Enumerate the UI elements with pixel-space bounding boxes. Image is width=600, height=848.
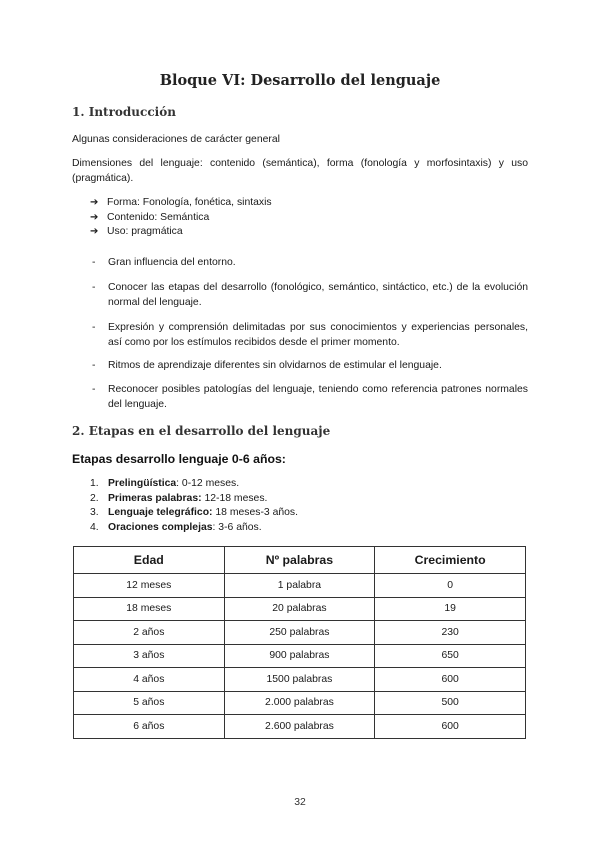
arrow-list-item <box>90 225 183 240</box>
dash-bullet-icon: - <box>92 384 96 395</box>
table-row <box>74 621 526 645</box>
header-crecimiento: Crecimiento <box>375 547 526 574</box>
cell-edad: 18 meses <box>74 597 225 621</box>
cell-crecimiento: 0 <box>375 574 526 598</box>
cell-edad: 12 meses <box>74 574 225 598</box>
table-row <box>74 644 526 668</box>
stage-range: : 3-6 años. <box>212 521 262 533</box>
stage-label: Primeras palabras: <box>108 492 202 504</box>
table-row <box>74 715 526 739</box>
arrow-item-text: Uso: pragmática <box>107 226 183 237</box>
cell-palabras: 900 palabras <box>224 644 375 668</box>
cell-edad: 6 años <box>74 715 225 739</box>
list-number: 3. <box>90 507 99 518</box>
vocabulary-growth-table <box>73 546 526 739</box>
stage-range: : 0-12 meses. <box>176 478 240 489</box>
dash-list-item <box>92 320 528 350</box>
cell-edad: 2 años <box>74 621 225 645</box>
arrow-list-item <box>90 211 209 226</box>
section-heading-etapas: 2. Etapas en el desarrollo del lenguaje <box>72 424 331 438</box>
table-row <box>74 691 526 715</box>
list-number: 2. <box>90 492 99 504</box>
table-row <box>74 574 526 598</box>
stage-label: Oraciones complejas <box>108 521 213 533</box>
header-num-palabras: Nº palabras <box>224 547 375 574</box>
dash-bullet-icon: - <box>92 282 96 293</box>
stage-range: 12-18 meses. <box>201 492 268 504</box>
stage-list-item <box>90 477 239 492</box>
arrow-item-text: Forma: Fonología, fonética, sintaxis <box>107 197 272 208</box>
intro-paragraph: Algunas consideraciones de carácter general <box>72 134 280 145</box>
arrow-right-icon: ➔ <box>90 211 99 223</box>
cell-crecimiento: 500 <box>375 691 526 715</box>
table-row <box>74 668 526 692</box>
dash-list-item <box>92 280 528 310</box>
arrow-right-icon: ➔ <box>90 197 99 208</box>
stage-list-item <box>90 492 267 507</box>
cell-palabras: 2.000 palabras <box>224 691 375 715</box>
section-heading-introduccion: 1. Introducción <box>72 105 176 119</box>
table-row <box>74 597 526 621</box>
arrow-right-icon: ➔ <box>90 226 99 237</box>
dash-item-text: Gran influencia del entorno. <box>108 257 236 268</box>
dash-item-text: Conocer las etapas del desarrollo (fonológico, semántico, sintáctico, etc.) de la evolución normal del lenguaje. <box>108 282 528 308</box>
table-header-row <box>74 547 526 574</box>
list-number: 4. <box>90 521 99 533</box>
stage-list-item <box>90 521 262 536</box>
dimensions-paragraph: Dimensiones del lenguaje: contenido (semántica), forma (fonología y morfosintaxis) y uso (pragmática). <box>72 158 528 184</box>
dash-bullet-icon: - <box>92 257 96 268</box>
list-number: 1. <box>90 478 99 489</box>
cell-palabras: 20 palabras <box>224 597 375 621</box>
cell-edad: 4 años <box>74 668 225 692</box>
cell-crecimiento: 650 <box>375 644 526 668</box>
stage-range: 18 meses-3 años. <box>212 507 298 518</box>
cell-palabras: 2.600 palabras <box>224 715 375 739</box>
dash-list-item <box>92 255 528 270</box>
cell-crecimiento: 19 <box>375 597 526 621</box>
stage-label: Lenguaje telegráfico: <box>108 507 213 518</box>
dash-list-item <box>92 358 528 373</box>
cell-palabras: 1500 palabras <box>224 668 375 692</box>
cell-palabras: 250 palabras <box>224 621 375 645</box>
stage-label: Prelingüística <box>108 478 177 489</box>
dash-bullet-icon: - <box>92 322 96 333</box>
dash-item-text: Expresión y comprensión delimitadas por sus conocimientos y experiencias personales, así como por los estímulos recibidos desde el primer momento. <box>108 322 528 348</box>
cell-crecimiento: 230 <box>375 621 526 645</box>
arrow-list-item <box>90 196 272 211</box>
subheading-etapas-0-6: Etapas desarrollo lenguaje 0-6 años: <box>72 452 286 466</box>
arrow-item-text: Contenido: Semántica <box>107 211 210 223</box>
dash-item-text: Ritmos de aprendizaje diferentes sin olvidarnos de estimular el lenguaje. <box>108 360 442 371</box>
dash-list-item <box>92 382 528 412</box>
cell-crecimiento: 600 <box>375 715 526 739</box>
stage-list-item <box>90 506 298 521</box>
cell-edad: 5 años <box>74 691 225 715</box>
header-edad: Edad <box>74 547 225 574</box>
cell-edad: 3 años <box>74 644 225 668</box>
dash-bullet-icon: - <box>92 360 96 371</box>
cell-palabras: 1 palabra <box>224 574 375 598</box>
page-title: Bloque VI: Desarrollo del lenguaje <box>159 72 441 89</box>
cell-crecimiento: 600 <box>375 668 526 692</box>
page-number: 32 <box>294 797 306 808</box>
dash-item-text: Reconocer posibles patologías del lenguaje, teniendo como referencia patrones normales del lenguaje. <box>108 384 528 410</box>
